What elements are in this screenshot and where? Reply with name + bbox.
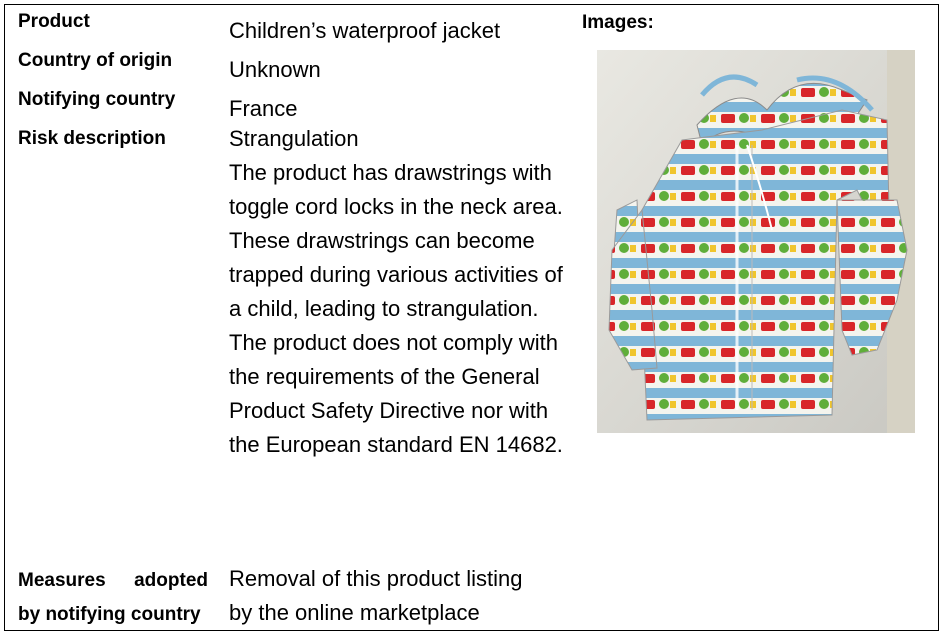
measures-label-line-2: by notifying country (18, 604, 201, 625)
images-label: Images: (582, 12, 654, 33)
product-label: Product (18, 11, 90, 32)
risk-description-text (229, 156, 574, 462)
risk-type-value: Strangulation (229, 126, 359, 151)
country-of-origin-value: Unknown (229, 57, 321, 82)
jacket-photo (597, 50, 915, 433)
measures-label-line-1: Measures adopted (18, 570, 208, 591)
measures-value-line-2: by the online marketplace (229, 600, 480, 625)
country-of-origin-label: Country of origin (18, 50, 173, 71)
measures-adopted-label (18, 564, 208, 632)
notifying-country-label: Notifying country (18, 89, 176, 110)
risk-paragraph-1: The product has drawstrings with toggle cord locks in the neck area. These drawstrings can become trapped during various activities of a child, leading to strangulation. (229, 160, 563, 321)
notifying-country-value: France (229, 96, 298, 121)
product-value: Children’s waterproof jacket (229, 18, 501, 43)
measures-value-line-1: Removal of this product listing (229, 566, 523, 591)
risk-paragraph-2: The product does not comply with the requirements of the General Product Safety Directive nor with the European standard EN 14682. (229, 330, 563, 457)
risk-description-label: Risk description (18, 128, 166, 149)
